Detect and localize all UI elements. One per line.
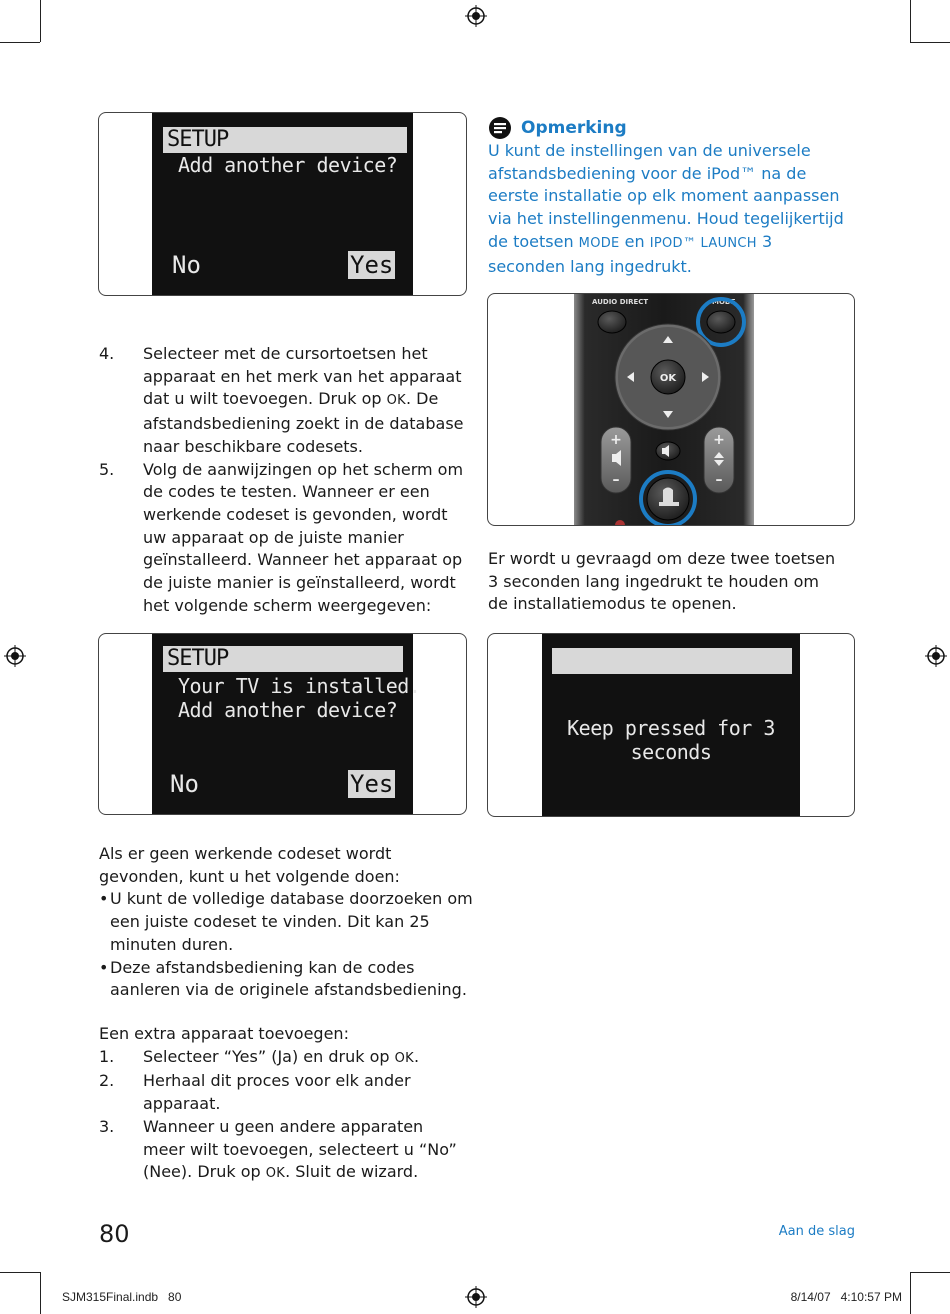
mode-label: MODE: [712, 298, 736, 306]
step-number: 2.: [99, 1071, 115, 1091]
bullet: •: [99, 957, 109, 977]
bullet-text: Deze afstandsbediening kan de codes aanleren via de originele afstandsbediening.: [110, 957, 467, 1000]
no-codeset-section: [99, 843, 474, 1002]
lcd-display: [152, 634, 421, 814]
registration-mark-icon: [465, 5, 487, 27]
crop-mark: [40, 0, 41, 42]
crop-mark: [40, 1272, 41, 1314]
crop-mark: [910, 42, 950, 43]
crop-mark: [910, 1272, 950, 1273]
list-item: [99, 459, 469, 618]
remote-illustration: [488, 294, 855, 526]
ipod-launch-key-label: IPOD™ LAUNCH: [649, 235, 757, 251]
minus-icon: –: [612, 472, 620, 488]
audio-direct-label: AUDIO DIRECT: [592, 298, 649, 306]
crop-mark: [0, 1272, 40, 1273]
page-number: 80: [99, 1220, 130, 1248]
list-item: [99, 343, 469, 459]
plus-icon: +: [713, 432, 725, 448]
lcd-yes-option: Yes: [350, 770, 394, 798]
ok-label: OK: [659, 373, 677, 384]
lcd-screenshot-add-device: [98, 112, 467, 296]
lcd-screenshot-installed: [98, 633, 467, 815]
registration-mark-icon: [465, 1286, 487, 1308]
lcd-display: [542, 634, 800, 816]
registration-mark-icon: [925, 645, 947, 667]
step-text: Herhaal dit proces voor elk ander apparaat.: [143, 1071, 411, 1114]
paragraph: Als er geen werkende codeset wordt gevonden, kunt u het volgende doen:: [99, 844, 400, 886]
lcd-text: Keep pressed for 3: [567, 716, 775, 740]
slug-timestamp: 8/14/07 4:10:57 PM: [790, 1290, 902, 1304]
step-text: . Sluit de wizard.: [285, 1162, 419, 1182]
extra-device-section: [99, 1023, 459, 1186]
note-box: [488, 116, 853, 278]
list-item: [99, 1070, 459, 1115]
crop-mark: [0, 42, 40, 43]
ok-key-label: OK: [386, 393, 406, 409]
lcd-text: seconds: [630, 740, 712, 764]
bullet: •: [99, 889, 109, 909]
steps-list: [99, 343, 469, 617]
note-text: [488, 140, 853, 278]
ok-key-label: OK: [265, 1166, 286, 1182]
mode-key-label: MODE: [578, 235, 620, 251]
step-number: 1.: [99, 1046, 115, 1066]
list-item: [99, 1116, 459, 1186]
remote-photo: [487, 293, 855, 526]
step-number: 4.: [99, 344, 115, 363]
lcd-display: [152, 113, 413, 295]
crop-mark: [910, 0, 911, 42]
note-header: [488, 116, 853, 140]
step-text: Wanneer u geen andere apparaten meer wilt toevoegen, selecteert u “No” (Nee). Druk op: [143, 1116, 457, 1182]
lcd-title-bar: SETUP: [163, 127, 407, 153]
step-text: Selecteer met de cursortoetsen het apparaat en het merk van het apparaat dat u wilt toevoegen. Druk op: [143, 344, 462, 409]
bullet-text: U kunt de volledige database doorzoeken om een juiste codeset te vinden. Dit kan 25 minuten duren.: [110, 889, 473, 954]
lcd-text: Add another device?: [178, 698, 398, 722]
minus-icon: –: [715, 472, 723, 488]
bullet-item: [99, 957, 474, 1002]
note-text-part: en: [619, 231, 650, 251]
note-text-part: U kunt de instellingen van de universele afstandsbediening voor de iPod™ na de eerste installatie op elk moment aanpassen via het instellingenmenu. Houd tegelijkertijd de toetsen: [488, 141, 844, 251]
section-name: Aan de slag: [778, 1224, 855, 1239]
registration-mark-icon: [4, 645, 26, 667]
mode-button: [707, 311, 735, 333]
lcd-no-option: No: [170, 770, 199, 798]
bullet-item: [99, 888, 474, 956]
note-icon: [488, 116, 512, 140]
step-text: Selecteer “Yes” (Ja) en druk op: [143, 1046, 395, 1066]
step-number: 3.: [99, 1116, 115, 1136]
step-text: .: [413, 1046, 420, 1066]
paragraph: Een extra apparaat toevoegen:: [99, 1024, 349, 1043]
audio-direct-button: [598, 311, 626, 333]
note-text-part: 3 seconden lang ingedrukt.: [488, 231, 773, 276]
install-mode-paragraph: Er wordt u gevraagd om deze twee toetsen 3 seconden lang ingedrukt te houden om de installatiemodus te openen.: [488, 549, 836, 614]
note-title: Opmerking: [521, 118, 627, 138]
lcd-no-option: No: [172, 251, 201, 279]
lcd-title-bar: [552, 648, 792, 674]
slug-filename: SJM315Final.indb 80: [62, 1290, 182, 1304]
step-number: 5.: [99, 459, 115, 479]
step-text: . De afstandsbediening zoekt in de database naar beschikbare codesets.: [143, 389, 464, 456]
plus-icon: +: [610, 432, 622, 448]
lcd-text: Your TV is installed.: [178, 674, 421, 698]
lcd-yes-option: Yes: [350, 251, 394, 279]
step-text: Volg de aanwijzingen op het scherm om de codes te testen. Wanneer er een werkende codeset is gevonden, wordt uw apparaat op de juiste manier geïnstalleerd. Wanneer het apparaat op de juiste manier is geïnstalleerd, wordt het volgende scherm weergegeven:: [143, 459, 464, 615]
lcd-screenshot-keep-pressed: [487, 633, 855, 817]
lcd-title-bar: SETUP: [163, 646, 403, 672]
crop-mark: [910, 1272, 911, 1314]
lcd-text: Add another device?: [178, 153, 398, 177]
list-item: [99, 1046, 459, 1071]
ok-key-label: OK: [394, 1050, 414, 1066]
